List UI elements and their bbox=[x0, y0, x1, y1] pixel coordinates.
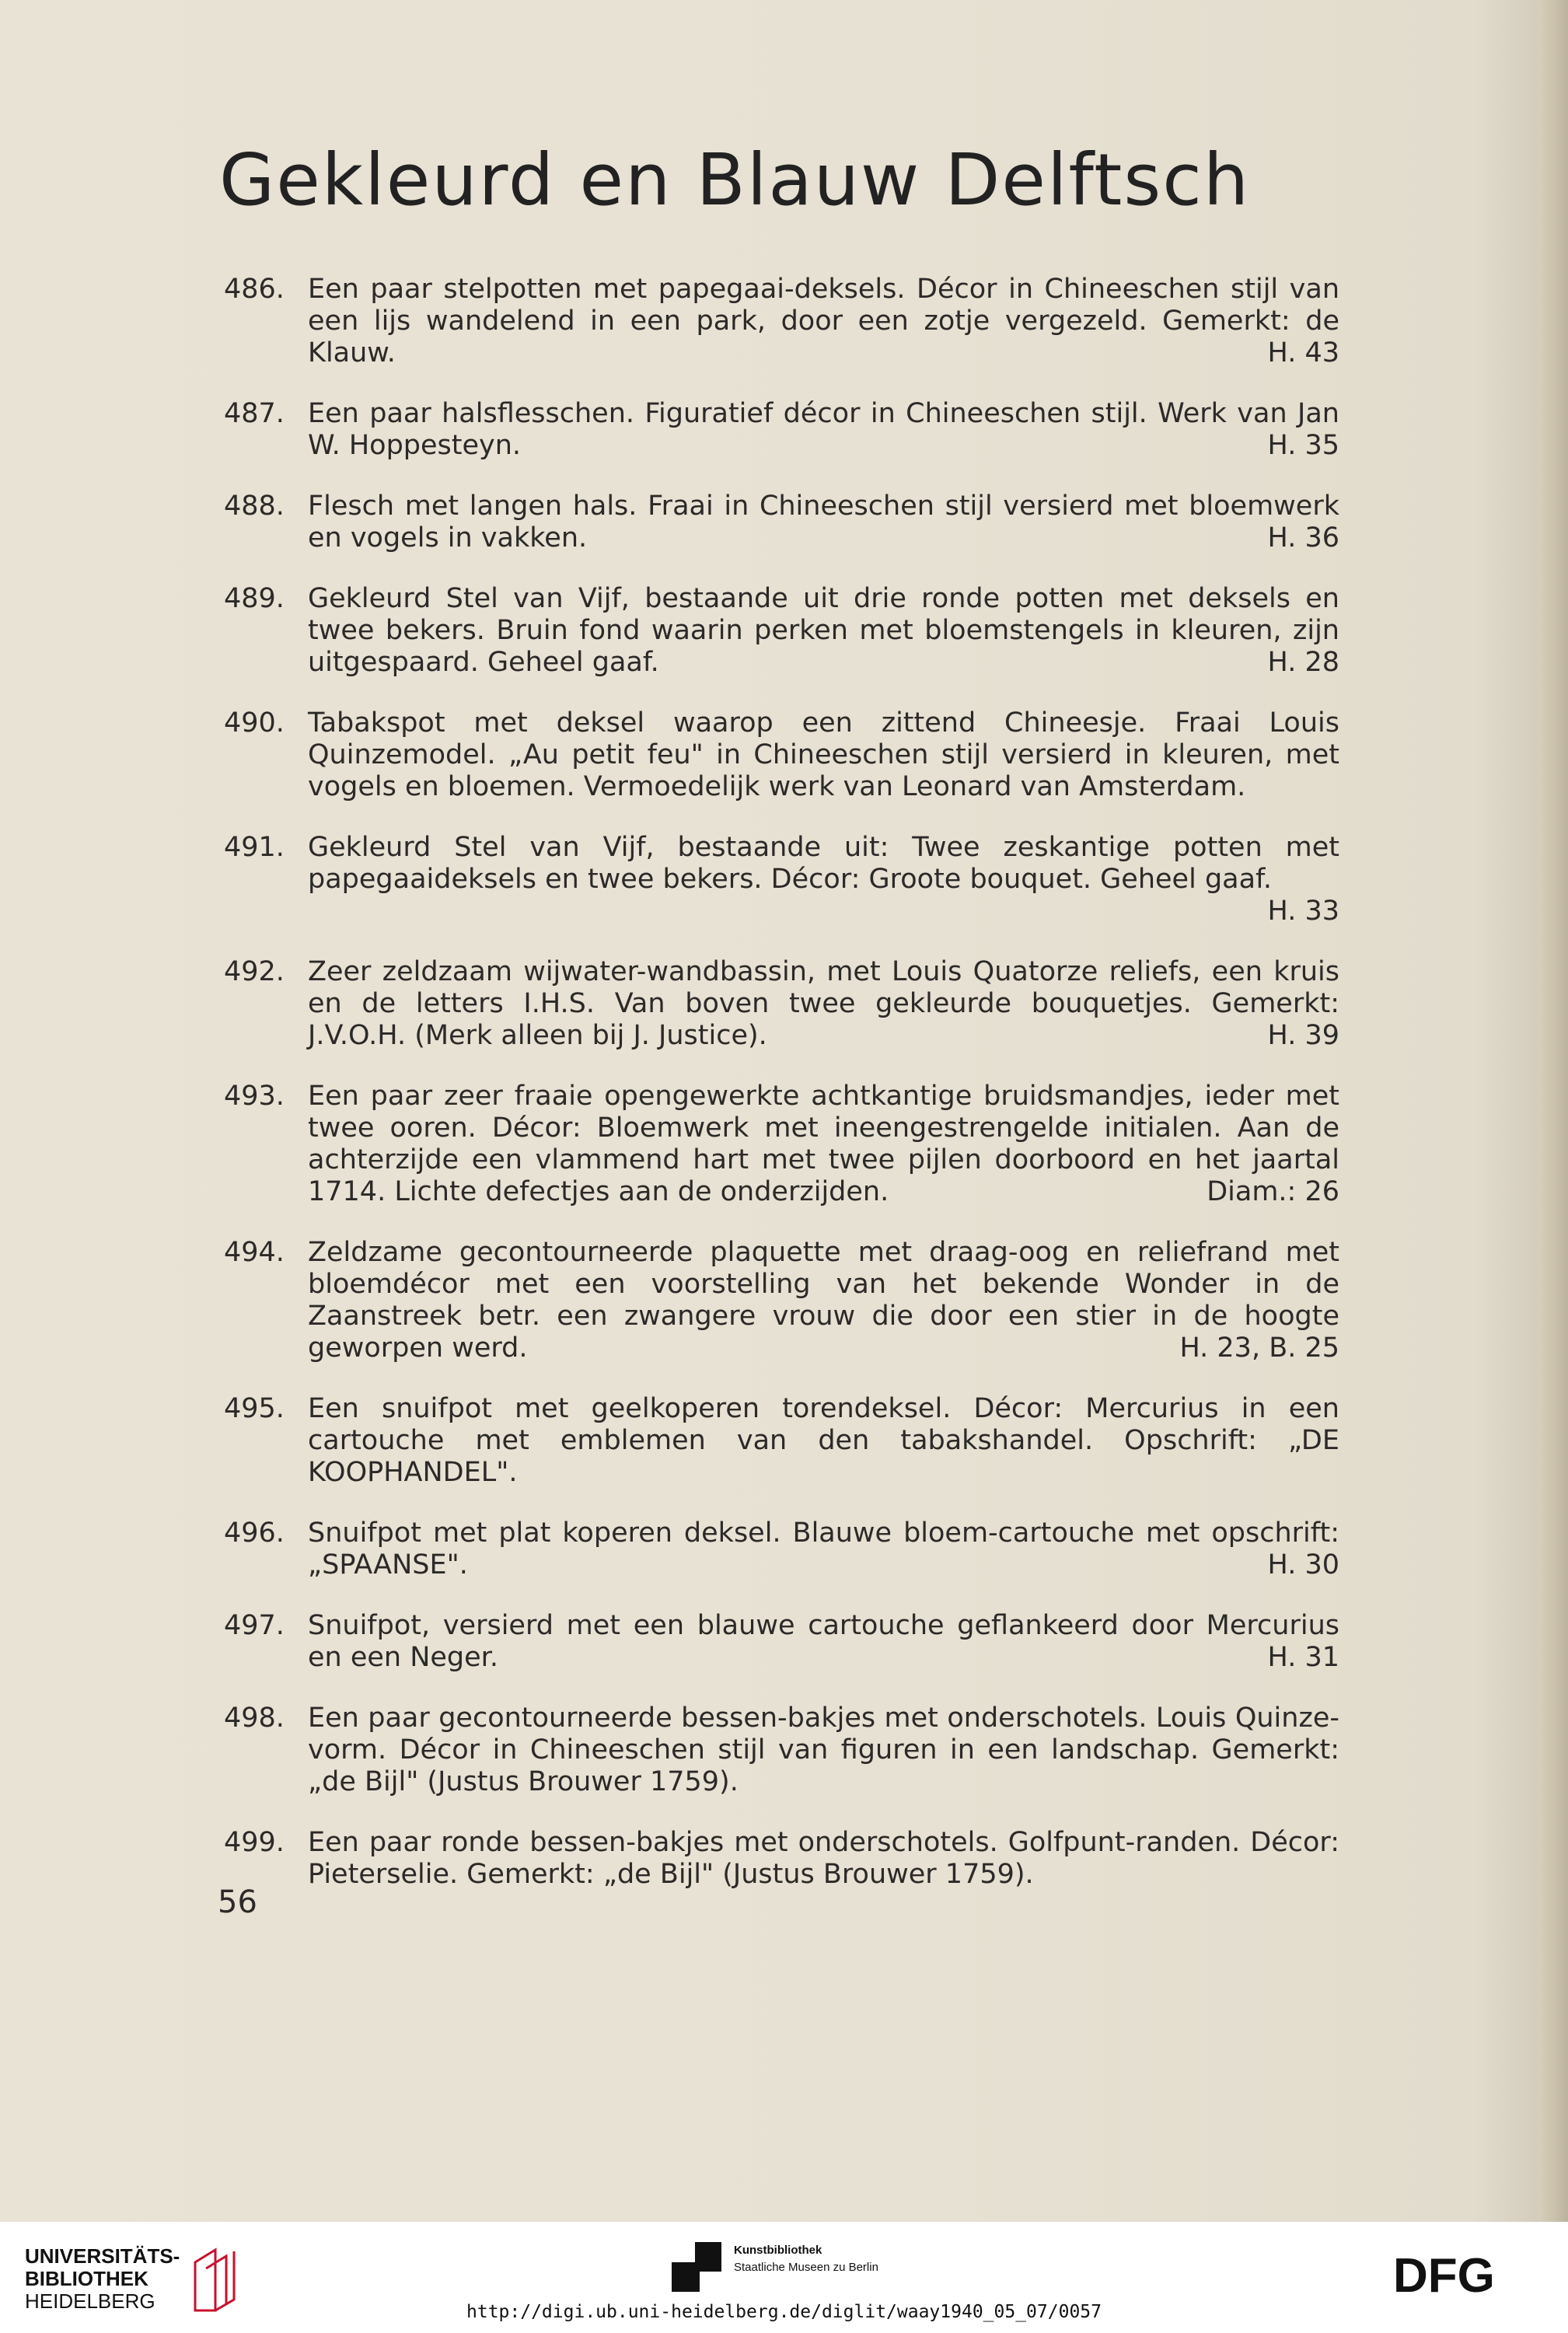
lot-number: 490. bbox=[224, 707, 285, 739]
lot-number: 499. bbox=[224, 1827, 285, 1858]
lot-number: 491. bbox=[224, 832, 285, 863]
entry-dimension: H. 28 bbox=[1267, 647, 1339, 678]
catalogue-entry bbox=[224, 1703, 1339, 1798]
lot-number: 497. bbox=[224, 1610, 285, 1641]
catalogue-entry bbox=[224, 832, 1339, 927]
catalogue-entry bbox=[224, 1517, 1339, 1581]
catalogue-entry bbox=[224, 274, 1339, 369]
entry-dimension: H. 30 bbox=[1267, 1549, 1339, 1580]
dfg-logo[interactable] bbox=[1393, 2253, 1541, 2295]
lot-number: 486. bbox=[224, 274, 285, 305]
entry-description: Een paar ronde bessen-bakjes met onderschotels. Golfpunt-randen. Décor: Pieterselie. Gemerkt: „de Bijl" (Justus Brouwer 1759). bbox=[308, 1827, 1339, 1890]
entry-description: Een paar halsflesschen. Figuratief décor in Chineeschen stijl. Werk van Jan W. Hoppesteyn. H. 35 bbox=[308, 398, 1339, 461]
kunstbibliothek-mark-icon bbox=[672, 2242, 721, 2292]
kunstbibliothek-logo[interactable] bbox=[672, 2242, 878, 2292]
entry-description: Zeldzame gecontourneerde plaquette met draag-oog en reliefrand met bloemdécor met een voorstelling van het bekende Wonder in de Zaanstreek betr. een zwangere vrouw die door een stier in de hoogte geworpen werd. H. 23, B. 25 bbox=[308, 1237, 1339, 1364]
entry-dimension: H. 39 bbox=[1267, 1020, 1339, 1051]
catalogue-entry bbox=[224, 491, 1339, 554]
entry-description: Flesch met langen hals. Fraai in Chineeschen stijl versierd met bloemwerk en vogels in vakken. H. 36 bbox=[308, 491, 1339, 554]
kunstbibliothek-logo-text: Kunstbibliothek Staatliche Museen zu Berlin bbox=[734, 2244, 878, 2274]
source-url[interactable]: http://digi.ub.uni-heidelberg.de/diglit/waay1940_05_07/0057 bbox=[466, 2302, 1102, 2322]
lot-number: 489. bbox=[224, 583, 285, 614]
lot-number: 498. bbox=[224, 1703, 285, 1734]
entry-description: Een paar stelpotten met papegaai-deksels. Décor in Chineeschen stijl van een lijs wandelend in een park, door een zotje vergezeld. Gemerkt: de Klauw. H. 43 bbox=[308, 274, 1339, 368]
entry-description: Gekleurd Stel van Vijf, bestaande uit drie ronde potten met deksels en twee bekers. Bruin fond waarin perken met bloemstengels in kleuren, zijn uitgespaard. Geheel gaaf. H. 28 bbox=[308, 583, 1339, 678]
entry-description: Snuifpot met plat koperen deksel. Blauwe bloem-cartouche met opschrift: „SPAANSE". H. 30 bbox=[308, 1517, 1339, 1580]
catalogue-entry bbox=[224, 583, 1339, 679]
viewer-footer bbox=[0, 2222, 1568, 2333]
catalogue-entry bbox=[224, 1237, 1339, 1364]
catalogue-entry bbox=[224, 398, 1339, 462]
lot-number: 496. bbox=[224, 1517, 285, 1549]
catalogue-entry bbox=[224, 707, 1339, 803]
catalogue-entry bbox=[224, 1393, 1339, 1489]
lot-number: 488. bbox=[224, 491, 285, 522]
entry-description: Gekleurd Stel van Vijf, bestaande uit: Twee zeskantige potten met papegaaideksels en twee bekers. Décor: Groote bouquet. Geheel gaaf. H. 33 bbox=[308, 832, 1339, 927]
entry-dimension: H. 23, B. 25 bbox=[1179, 1332, 1339, 1364]
catalogue-entry bbox=[224, 956, 1339, 1052]
entry-description: Snuifpot, versierd met een blauwe cartouche geflankeerd door Mercurius en een Neger. H. 31 bbox=[308, 1610, 1339, 1673]
entry-description: Een snuifpot met geelkoperen torendeksel. Décor: Mercurius in een cartouche met emblemen van den tabakshandel. Opschrift: „DE KOOPHANDEL". bbox=[308, 1393, 1339, 1488]
lot-number: 493. bbox=[224, 1081, 285, 1112]
lot-number: 492. bbox=[224, 956, 285, 987]
catalogue-entries bbox=[224, 274, 1339, 1919]
lot-number: 494. bbox=[224, 1237, 285, 1268]
ub-logo-text: UNIVERSITÄTS- BIBLIOTHEK HEIDELBERG bbox=[25, 2244, 180, 2313]
catalogue-entry bbox=[224, 1610, 1339, 1674]
catalogue-entry bbox=[224, 1827, 1339, 1891]
entry-description: Tabakspot met deksel waarop een zittend Chineesje. Fraai Louis Quinzemodel. „Au petit feu" in Chineeschen stijl versierd in kleuren, met vogels en bloemen. Vermoedelijk werk van Leonard van Amsterdam. bbox=[308, 707, 1339, 802]
entry-description: Een paar zeer fraaie opengewerkte achtkantige bruidsmandjes, ieder met twee ooren. Décor: Bloemwerk met ineengestrengelde initialen. Aan de achterzijde een vlammend hart met twee pijlen doorboord en het jaartal 1714. Lichte defectjes aan de onderzijden. Diam.: 26 bbox=[308, 1081, 1339, 1207]
entry-dimension: H. 36 bbox=[1267, 522, 1339, 554]
lot-number: 487. bbox=[224, 398, 285, 429]
lot-number: 495. bbox=[224, 1393, 285, 1424]
entry-dimension: H. 43 bbox=[1267, 337, 1339, 368]
entry-dimension: H. 33 bbox=[1267, 896, 1339, 927]
book-spine-shadow bbox=[1537, 0, 1568, 2222]
page-title: Gekleurd en Blauw Delftsch bbox=[219, 138, 1251, 222]
svg-text:DFG: DFG bbox=[1393, 2253, 1495, 2295]
page-number: 56 bbox=[218, 1884, 257, 1920]
entry-description: Zeer zeldzaam wijwater-wandbassin, met Louis Quatorze reliefs, een kruis en de letters I.H.S. Van boven twee gekleurde bouquetjes. Gemerkt: J.V.O.H. (Merk alleen bij J. Justice). H. 39 bbox=[308, 956, 1339, 1051]
entry-description: Een paar gecontourneerde bessen-bakjes met onderschotels. Louis Quinze-vorm. Décor in Chineeschen stijl van figuren in een landschap. Gemerkt: „de Bijl" (Justus Brouwer 1759). bbox=[308, 1703, 1339, 1797]
entry-dimension: Diam.: 26 bbox=[1207, 1176, 1339, 1207]
catalogue-entry bbox=[224, 1081, 1339, 1208]
entry-dimension: H. 35 bbox=[1267, 430, 1339, 461]
entry-dimension: H. 31 bbox=[1267, 1642, 1339, 1673]
